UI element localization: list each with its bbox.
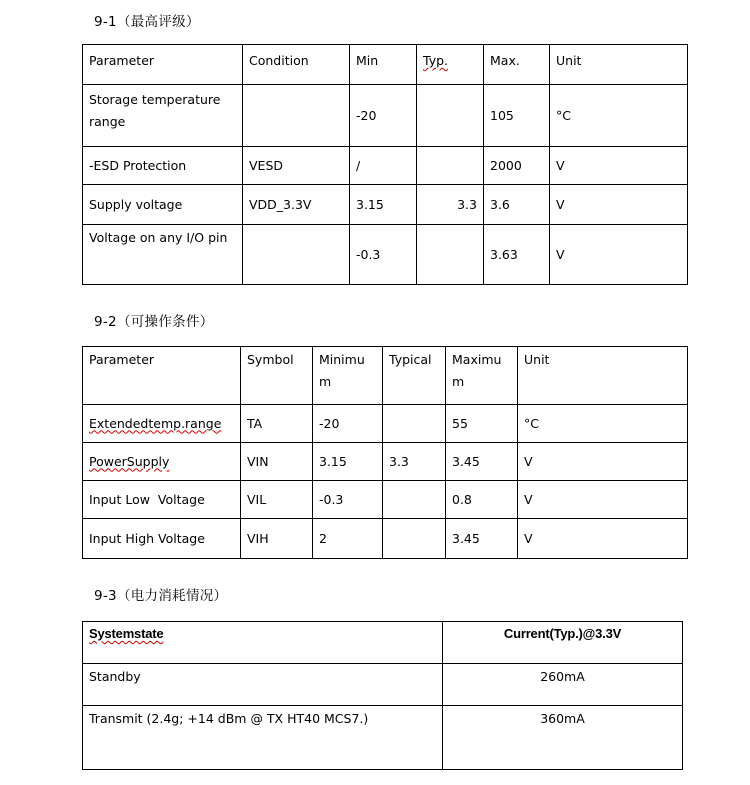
- cell-param: [83, 405, 241, 443]
- cell-param: Voltage on any I/O pin: [83, 225, 243, 285]
- section-9-1-heading: 9-1（最高评级）: [94, 14, 200, 30]
- header-min: Min: [350, 45, 417, 85]
- header-parameter: Parameter: [83, 347, 241, 405]
- table-row: [83, 405, 688, 443]
- cell-min: 3.15: [350, 185, 417, 225]
- header-typical: Typical: [383, 347, 446, 405]
- section-9-2-heading: 9-2（可操作条件）: [94, 314, 214, 330]
- header-unit: Unit: [518, 347, 688, 405]
- table-row: [83, 85, 688, 147]
- cell-symbol: TA: [241, 405, 313, 443]
- cell-max: 2000: [484, 147, 550, 185]
- cell-typ: 3.3: [383, 443, 446, 481]
- cell-typ: [417, 147, 484, 185]
- power-consumption-table: [82, 621, 683, 770]
- table-row: [83, 706, 683, 770]
- cell-typ: [417, 225, 484, 285]
- cell-max: 3.45: [446, 443, 518, 481]
- cell-current: 260mA: [443, 664, 683, 706]
- cell-state: Transmit (2.4g; +14 dBm @ TX HT40 MCS7.): [83, 706, 443, 770]
- cell-condition: VDD_3.3V: [243, 185, 350, 225]
- cell-unit: V: [518, 443, 688, 481]
- operating-conditions-table: [82, 346, 688, 559]
- cell-unit: °C: [550, 85, 688, 147]
- cell-unit: V: [518, 519, 688, 559]
- cell-min: -20: [313, 405, 383, 443]
- cell-symbol: VIH: [241, 519, 313, 559]
- cell-unit: V: [550, 225, 688, 285]
- table-header-row: [83, 45, 688, 85]
- cell-min: /: [350, 147, 417, 185]
- cell-param: Input Low Voltage: [83, 481, 241, 519]
- header-typ: [417, 45, 484, 85]
- cell-param-text: PowerSupply: [89, 453, 170, 469]
- cell-min: 3.15: [313, 443, 383, 481]
- cell-max: 105: [484, 85, 550, 147]
- cell-symbol: VIN: [241, 443, 313, 481]
- table-row: [83, 519, 688, 559]
- cell-condition: [243, 225, 350, 285]
- table-row: [83, 443, 688, 481]
- cell-max: 55: [446, 405, 518, 443]
- table-header-row: [83, 622, 683, 664]
- cell-max: 3.45: [446, 519, 518, 559]
- cell-unit: V: [550, 147, 688, 185]
- max-ratings-table: [82, 44, 688, 285]
- table-row: [83, 225, 688, 285]
- cell-min: -0.3: [350, 225, 417, 285]
- table-row: [83, 185, 688, 225]
- cell-unit: V: [518, 481, 688, 519]
- cell-unit: V: [550, 185, 688, 225]
- cell-unit: °C: [518, 405, 688, 443]
- cell-param: Supply voltage: [83, 185, 243, 225]
- cell-max: 3.6: [484, 185, 550, 225]
- cell-typ: [383, 519, 446, 559]
- cell-typ: 3.3: [417, 185, 484, 225]
- cell-param: Storage temperature range: [83, 85, 243, 147]
- cell-current: 360mA: [443, 706, 683, 770]
- table-row: [83, 481, 688, 519]
- cell-param: Input High Voltage: [83, 519, 241, 559]
- cell-typ: [383, 405, 446, 443]
- cell-max: 0.8: [446, 481, 518, 519]
- cell-symbol: VIL: [241, 481, 313, 519]
- cell-typ: [417, 85, 484, 147]
- cell-param: -ESD Protection: [83, 147, 243, 185]
- cell-param: [83, 443, 241, 481]
- header-minimum: Minimum: [313, 347, 383, 405]
- table-header-row: [83, 347, 688, 405]
- table-row: [83, 147, 688, 185]
- cell-max: 3.63: [484, 225, 550, 285]
- header-systemstate: [83, 622, 443, 664]
- header-typ-text: Typ.: [423, 53, 448, 68]
- header-maximum: Maximum: [446, 347, 518, 405]
- cell-condition: [243, 85, 350, 147]
- header-symbol: Symbol: [241, 347, 313, 405]
- header-systemstate-text: Systemstate: [89, 626, 164, 641]
- cell-min: 2: [313, 519, 383, 559]
- header-max: Max.: [484, 45, 550, 85]
- cell-typ: [383, 481, 446, 519]
- cell-param-text: Extendedtemp.range: [89, 415, 222, 431]
- header-unit: Unit: [550, 45, 688, 85]
- header-parameter: Parameter: [83, 45, 243, 85]
- cell-min: -20: [350, 85, 417, 147]
- section-9-3-heading: 9-3（电力消耗情况）: [94, 588, 228, 604]
- table-row: [83, 664, 683, 706]
- header-current: [443, 622, 683, 664]
- header-condition: Condition: [243, 45, 350, 85]
- header-current-text: Current(Typ.)@3.3V: [503, 626, 622, 641]
- cell-min: -0.3: [313, 481, 383, 519]
- cell-condition: VESD: [243, 147, 350, 185]
- cell-state: Standby: [83, 664, 443, 706]
